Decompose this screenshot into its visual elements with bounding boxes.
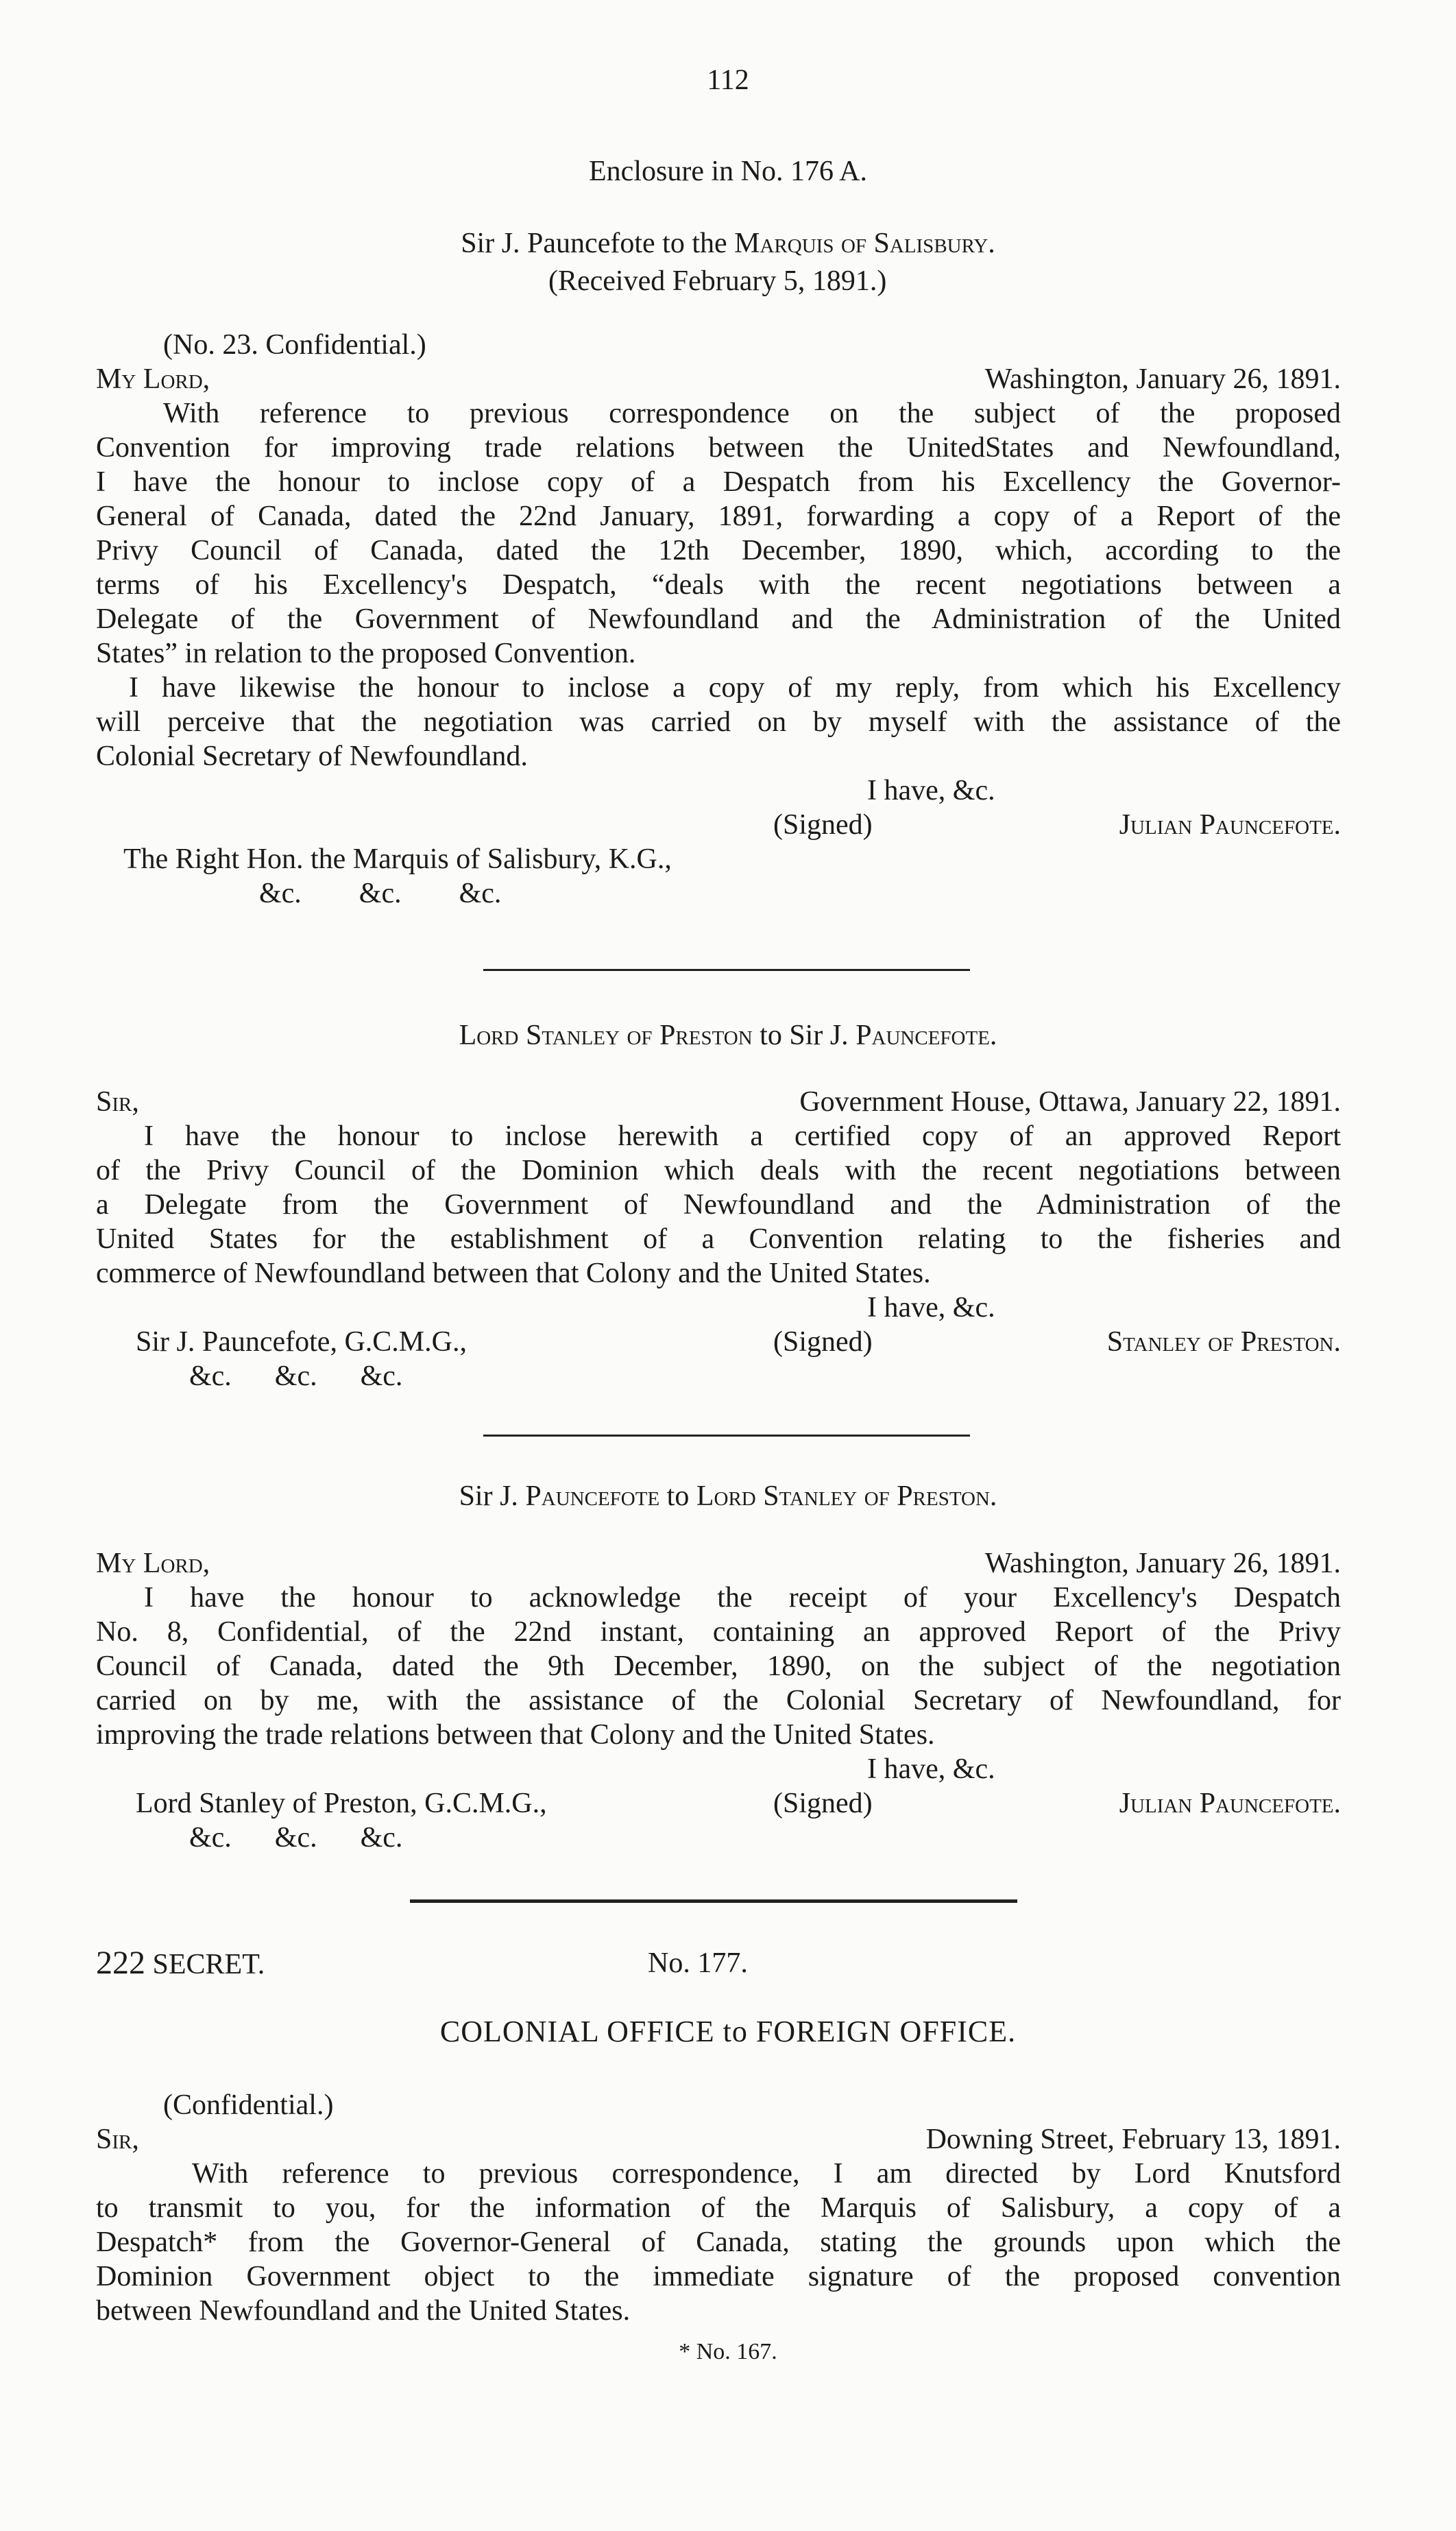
letter1-to: Marquis of Salisbury. xyxy=(734,228,995,259)
body-line: Dominion Government object to the immediate signature of the proposed convention xyxy=(96,2261,1341,2292)
body-line: General of Canada, dated the 22nd January, 1891, forwarding a copy of a Report of the xyxy=(96,501,1341,532)
letter2-salutation: Sir, xyxy=(96,1086,139,1118)
letter3-heading xyxy=(0,1479,1456,1513)
body-line: United States for the establishment of a Convention relating to the fisheries and xyxy=(96,1223,1341,1255)
letter3-mid: to xyxy=(666,1480,690,1512)
letter2-etc: &c. &c. &c. xyxy=(189,1360,403,1392)
divider xyxy=(483,1435,970,1437)
doc-no: No. 177. xyxy=(648,1947,748,1979)
letter3-addressee: Lord Stanley of Preston, G.C.M.G., xyxy=(136,1788,547,1819)
letter1-signed: (Signed) xyxy=(773,809,873,841)
body-line: Colonial Secretary of Newfoundland. xyxy=(96,741,528,772)
body-line: Despatch* from the Governor-General of Canada, stating the grounds upon which the xyxy=(96,2227,1341,2258)
letter3-etc: &c. &c. &c. xyxy=(189,1822,403,1854)
letter2-from: Lord Stanley of Preston xyxy=(459,1020,753,1051)
letter2-signed: (Signed) xyxy=(773,1326,873,1358)
body-line: I have the honour to inclose copy of a Despatch from his Excellency the Governor- xyxy=(96,466,1341,498)
body-line: States” in relation to the proposed Convention. xyxy=(96,638,636,669)
section-divider xyxy=(410,1899,1017,1903)
letter2-addressee: Sir J. Pauncefote, G.C.M.G., xyxy=(136,1326,467,1358)
body-line: Delegate of the Government of Newfoundland and the Administration of the United xyxy=(96,603,1341,635)
doc-number xyxy=(96,1946,265,1982)
body-line: commerce of Newfoundland between that Colony and the United States. xyxy=(96,1258,931,1289)
footnote: * No. 167. xyxy=(679,2339,777,2364)
doc-salutation: Sir, xyxy=(96,2124,139,2155)
doc-ref: (Confidential.) xyxy=(163,2089,334,2121)
letter1-from: Sir J. Pauncefote xyxy=(461,228,655,259)
letter1-salutation: My Lord, xyxy=(96,363,210,395)
divider xyxy=(483,969,970,971)
letter1-heading xyxy=(0,226,1456,261)
letter2-mid: to Sir J. xyxy=(760,1020,849,1051)
body-line: I have likewise the honour to inclose a copy of my reply, from which his Excellency xyxy=(129,672,1341,704)
body-line: Privy Council of Canada, dated the 12th December, 1890, which, according to the xyxy=(96,535,1341,566)
body-line: improving the trade relations between that Colony and the United States. xyxy=(96,1719,935,1751)
body-line: a Delegate from the Government of Newfoundland and the Administration of the xyxy=(96,1189,1341,1221)
doc-place-date: Downing Street, February 13, 1891. xyxy=(925,2124,1341,2155)
body-line: terms of his Excellency's Despatch, “deals with the recent negotiations between a xyxy=(96,569,1341,601)
body-line: Convention for improving trade relations between the UnitedStates and Newfoundland, xyxy=(96,432,1341,464)
letter2-heading xyxy=(0,1018,1456,1053)
letter2-place-date: Government House, Ottawa, January 22, 1891. xyxy=(799,1086,1341,1118)
body-line: I have the honour to acknowledge the receipt of your Excellency's Despatch xyxy=(144,1582,1341,1614)
body-line: of the Privy Council of the Dominion which deals with the recent negotiations between xyxy=(96,1155,1341,1186)
page-number: 112 xyxy=(707,64,749,96)
body-line: to transmit to you, for the information of the Marquis of Salisbury, a copy of a xyxy=(96,2192,1341,2224)
letter1-received: (Received February 5, 1891.) xyxy=(548,265,887,297)
letter1-signature: Julian Pauncefote. xyxy=(1119,809,1341,841)
letter1-closing: I have, &c. xyxy=(867,775,995,806)
body-line: With reference to previous correspondence on the subject of the proposed xyxy=(163,398,1341,429)
doc-number-value: 222 xyxy=(96,1945,145,1981)
body-line: will perceive that the negotiation was carried on by myself with the assistance of the xyxy=(96,706,1341,738)
letter1-to-word: to the xyxy=(662,228,727,259)
letter2-to: Pauncefote. xyxy=(856,1020,997,1051)
letter3-to: Lord Stanley of Preston. xyxy=(696,1480,997,1512)
letter3-from: Sir J. xyxy=(459,1480,518,1512)
letter1-addressee: The Right Hon. the Marquis of Salisbury, K.G., xyxy=(123,843,672,875)
letter1-etc: &c. &c. &c. xyxy=(259,878,502,909)
letter3-closing: I have, &c. xyxy=(867,1753,995,1785)
enclosure-heading: Enclosure in No. 176 A. xyxy=(589,156,867,187)
body-line: carried on by me, with the assistance of the Colonial Secretary of Newfoundland, for xyxy=(96,1685,1341,1716)
letter3-signed: (Signed) xyxy=(773,1788,873,1819)
letter1-place-date: Washington, January 26, 1891. xyxy=(984,363,1341,395)
body-line: Council of Canada, dated the 9th December, 1890, on the subject of the negotiation xyxy=(96,1651,1341,1682)
doc-classification: SECRET. xyxy=(152,1949,265,1980)
body-line: I have the honour to inclose herewith a certified copy of an approved Report xyxy=(144,1120,1341,1152)
body-line: No. 8, Confidential, of the 22nd instant, containing an approved Report of the Privy xyxy=(96,1616,1341,1648)
letter3-from-sc: Pauncefote xyxy=(525,1480,660,1512)
letter1-ref: (No. 23. Confidential.) xyxy=(163,329,426,361)
body-line: between Newfoundland and the United States. xyxy=(96,2295,631,2327)
letter2-signature: Stanley of Preston. xyxy=(1106,1326,1341,1358)
doc-heading: COLONIAL OFFICE to FOREIGN OFFICE. xyxy=(439,2015,1017,2048)
body-line: With reference to previous correspondence, I am directed by Lord Knutsford xyxy=(192,2158,1341,2190)
letter2-closing: I have, &c. xyxy=(867,1292,995,1323)
letter3-salutation: My Lord, xyxy=(96,1548,210,1579)
letter3-signature: Julian Pauncefote. xyxy=(1119,1788,1341,1819)
letter3-place-date: Washington, January 26, 1891. xyxy=(984,1548,1341,1579)
